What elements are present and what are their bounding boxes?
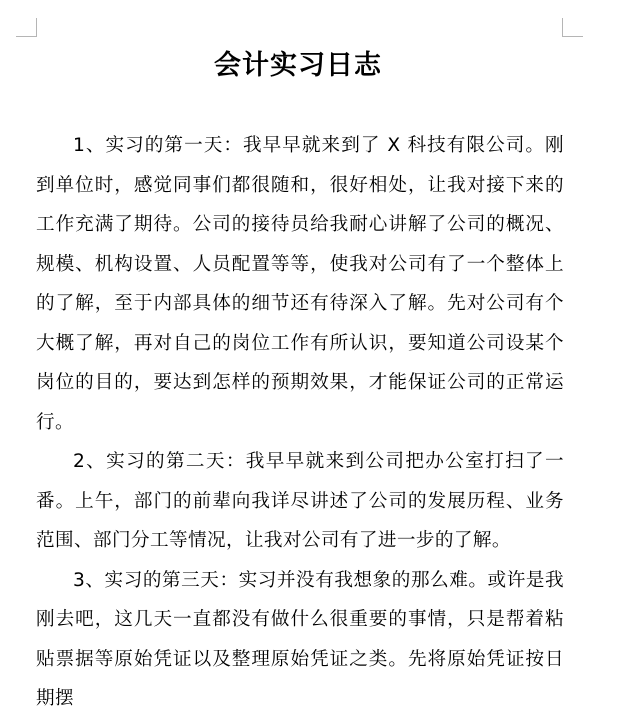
crop-mark-top-left: [16, 18, 37, 37]
document-body: [36, 126, 564, 719]
paragraph-day-1: 1、实习的第一天：我早早就来到了 X 科技有限公司。刚到单位时，感觉同事们都很随和，很好相处，让我对接下来的工作充满了期待。公司的接待员给我耐心讲解了公司的概况、规模、机构设置、人员配置等等，使我对公司有了一个整体上的了解，至于内部具体的细节还有待深入了解。先对公司有个大概了解，再对自己的岗位工作有所认识，要知道公司设某个岗位的目的，要达到怎样的预期效果，才能保证公司的正常运行。: [36, 135, 564, 433]
crop-mark-top-right: [562, 18, 583, 37]
document-title: 会计实习日志: [214, 50, 382, 81]
paragraph-day-2: 2、实习的第二天：我早早就来到公司把办公室打扫了一番。上午，部门的前辈向我详尽讲述了公司的发展历程、业务范围、部门分工等情况，让我对公司有了进一步的了解。: [36, 451, 564, 551]
paragraph-day-3: 3、实习的第三天：实习并没有我想象的那么难。或许是我刚去吧，这几天一直都没有做什么很重要的事情，只是帮着粘贴票据等原始凭证以及整理原始凭证之类。先将原始凭证按日期摆: [36, 569, 564, 709]
